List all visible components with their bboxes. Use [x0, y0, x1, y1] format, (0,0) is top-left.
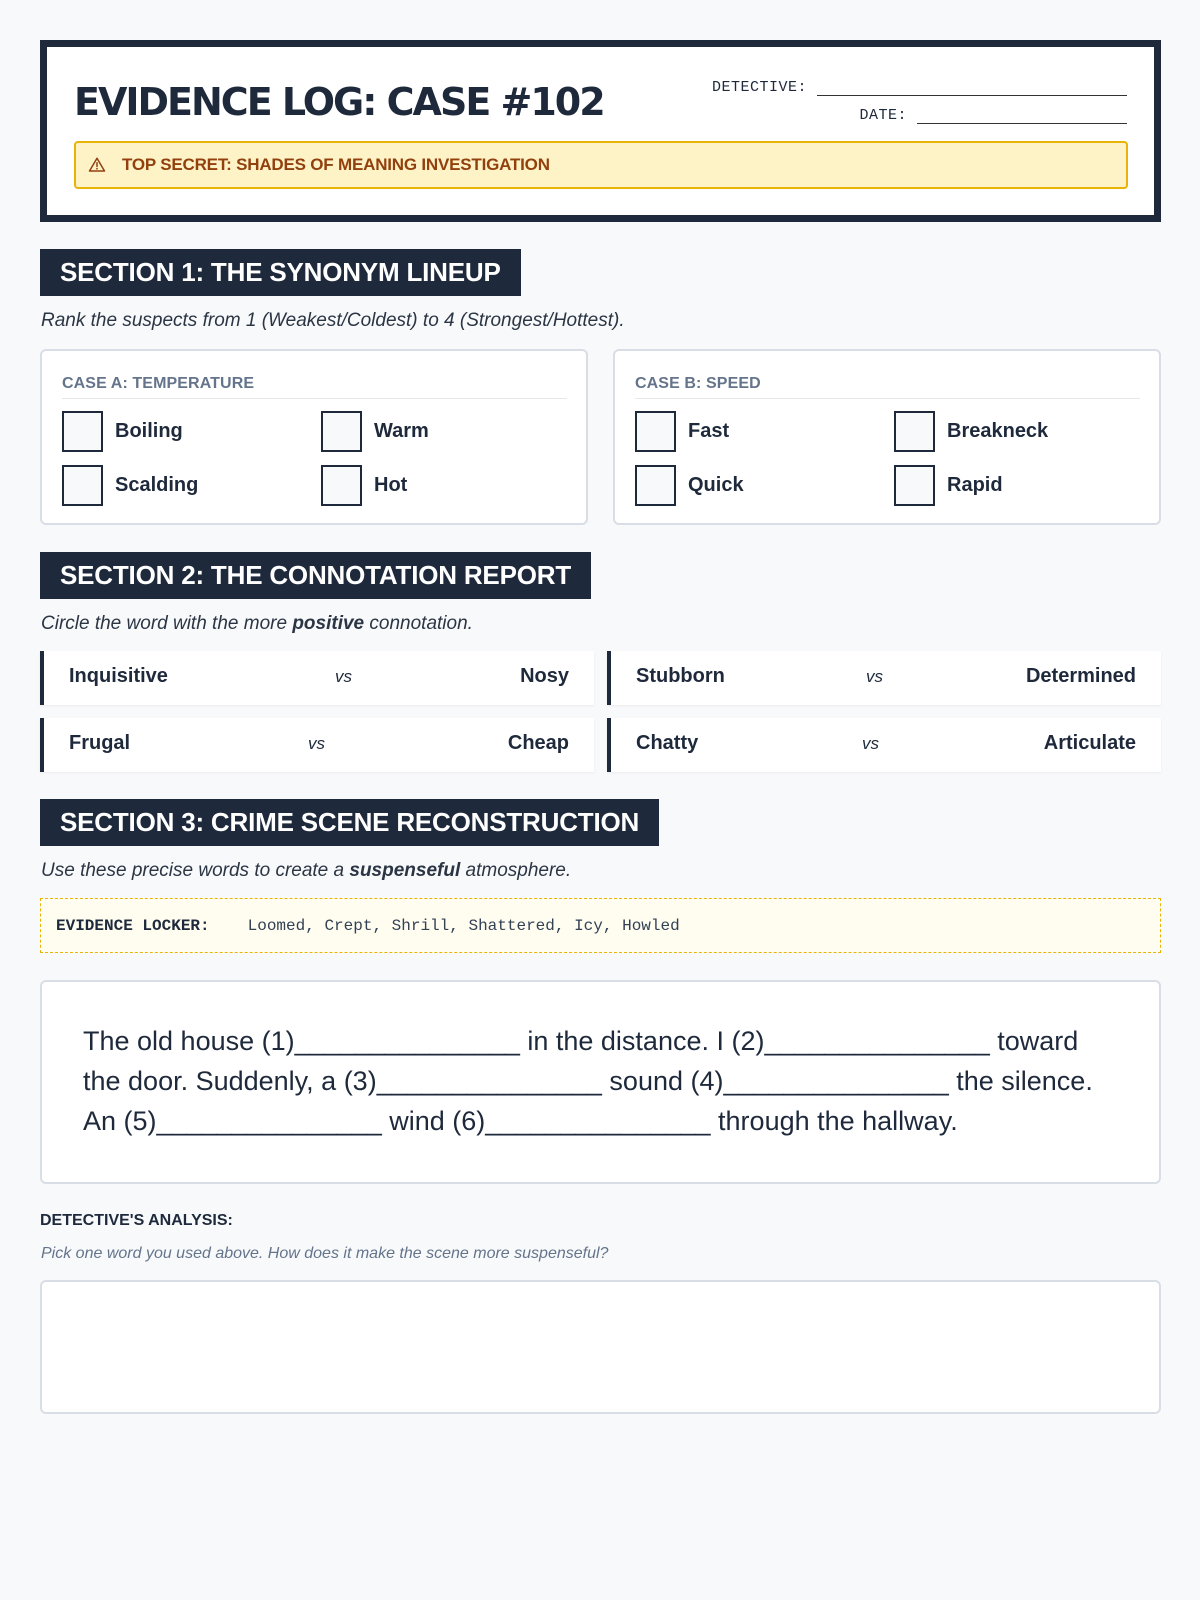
instruction-emphasis: positive [292, 613, 365, 634]
word-choice[interactable]: Stubborn [636, 665, 725, 687]
option-label: Boiling [115, 420, 183, 442]
instruction-text: Circle the word with the more [41, 613, 293, 634]
word-choice[interactable]: Determined [1025, 665, 1136, 687]
case-a-card [40, 349, 588, 525]
date-field [859, 107, 1127, 124]
rank-box[interactable] [321, 465, 362, 506]
analysis-prompt: Pick one word you used above. How does it make the scene more suspenseful? [41, 1245, 609, 1262]
story-line[interactable]: the door. Suddenly, a (3)_______________ sound (4)_______________ the silence. [83, 1066, 1093, 1096]
connotation-row [607, 651, 1161, 705]
vs-label: vs [335, 667, 352, 686]
case-b-option [635, 411, 729, 452]
rank-box[interactable] [321, 411, 362, 452]
connotation-row [40, 651, 594, 705]
date-line[interactable] [917, 110, 1127, 124]
vs-label: vs [862, 734, 879, 753]
story-box [40, 980, 1161, 1184]
case-b-option [894, 411, 1048, 452]
section1-title: SECTION 1: THE SYNONYM LINEUP [40, 249, 521, 296]
case-a-option [62, 465, 198, 506]
option-label: Quick [688, 474, 744, 496]
instruction-text: connotation. [364, 613, 473, 634]
analysis-label: DETECTIVE'S ANALYSIS: [40, 1212, 233, 1229]
detective-name-line[interactable] [817, 82, 1127, 96]
story-line[interactable]: An (5)_______________ wind (6)_______________ through the hallway. [83, 1106, 958, 1136]
evidence-locker [40, 898, 1161, 953]
detective-field [712, 79, 1127, 96]
rank-box[interactable] [62, 411, 103, 452]
case-b-title: CASE B: SPEED [635, 375, 1140, 399]
section1-instruction: Rank the suspects from 1 (Weakest/Coldest) to 4 (Strongest/Hottest). [41, 310, 625, 331]
rank-box[interactable] [635, 411, 676, 452]
rank-box[interactable] [894, 411, 935, 452]
case-a-title: CASE A: TEMPERATURE [62, 375, 567, 399]
option-label: Scalding [115, 474, 199, 496]
word-choice[interactable]: Cheap [507, 732, 569, 754]
option-label: Rapid [947, 474, 1003, 496]
word-choice[interactable]: Inquisitive [69, 665, 168, 687]
word-choice[interactable]: Frugal [69, 732, 131, 754]
option-label: Breakneck [947, 420, 1049, 442]
vs-label: vs [866, 667, 883, 686]
analysis-answer-box[interactable] [40, 1280, 1161, 1414]
top-secret-alert [74, 141, 1128, 189]
word-choice[interactable]: Articulate [1043, 732, 1136, 754]
section3-title: SECTION 3: CRIME SCENE RECONSTRUCTION [40, 799, 659, 846]
vs-label: vs [308, 734, 325, 753]
case-a-option [321, 465, 407, 506]
alert-text: TOP SECRET: SHADES OF MEANING INVESTIGATION [122, 155, 550, 174]
evidence-locker-label: EVIDENCE LOCKER: [56, 916, 210, 935]
section2-instruction [41, 613, 473, 635]
warning-triangle-icon [88, 156, 106, 174]
option-label: Hot [374, 474, 408, 496]
page-title: EVIDENCE LOG: CASE #102 [74, 80, 604, 124]
case-a-option [62, 411, 183, 452]
section2-title: SECTION 2: THE CONNOTATION REPORT [40, 552, 591, 599]
rank-box[interactable] [635, 465, 676, 506]
instruction-text: atmosphere. [460, 860, 572, 881]
instruction-emphasis: suspenseful [349, 860, 461, 881]
rank-box[interactable] [62, 465, 103, 506]
connotation-row [607, 718, 1161, 772]
case-b-option [894, 465, 1003, 506]
option-label: Warm [374, 420, 429, 442]
word-choice[interactable]: Nosy [520, 665, 569, 687]
section3-instruction [41, 860, 571, 882]
rank-box[interactable] [894, 465, 935, 506]
evidence-locker-words: Loomed, Crept, Shrill, Shattered, Icy, Howled [247, 916, 680, 935]
connotation-row [40, 718, 594, 772]
case-a-option [321, 411, 429, 452]
header-box [40, 40, 1161, 222]
instruction-text: Use these precise words to create a [41, 860, 350, 881]
story-line[interactable]: The old house (1)_______________ in the distance. I (2)_______________ toward [83, 1026, 1079, 1056]
word-choice[interactable]: Chatty [636, 732, 699, 754]
case-b-card [613, 349, 1161, 525]
date-label: DATE: [859, 107, 907, 124]
option-label: Fast [688, 420, 730, 442]
case-b-option [635, 465, 744, 506]
detective-label: DETECTIVE: [711, 79, 807, 96]
